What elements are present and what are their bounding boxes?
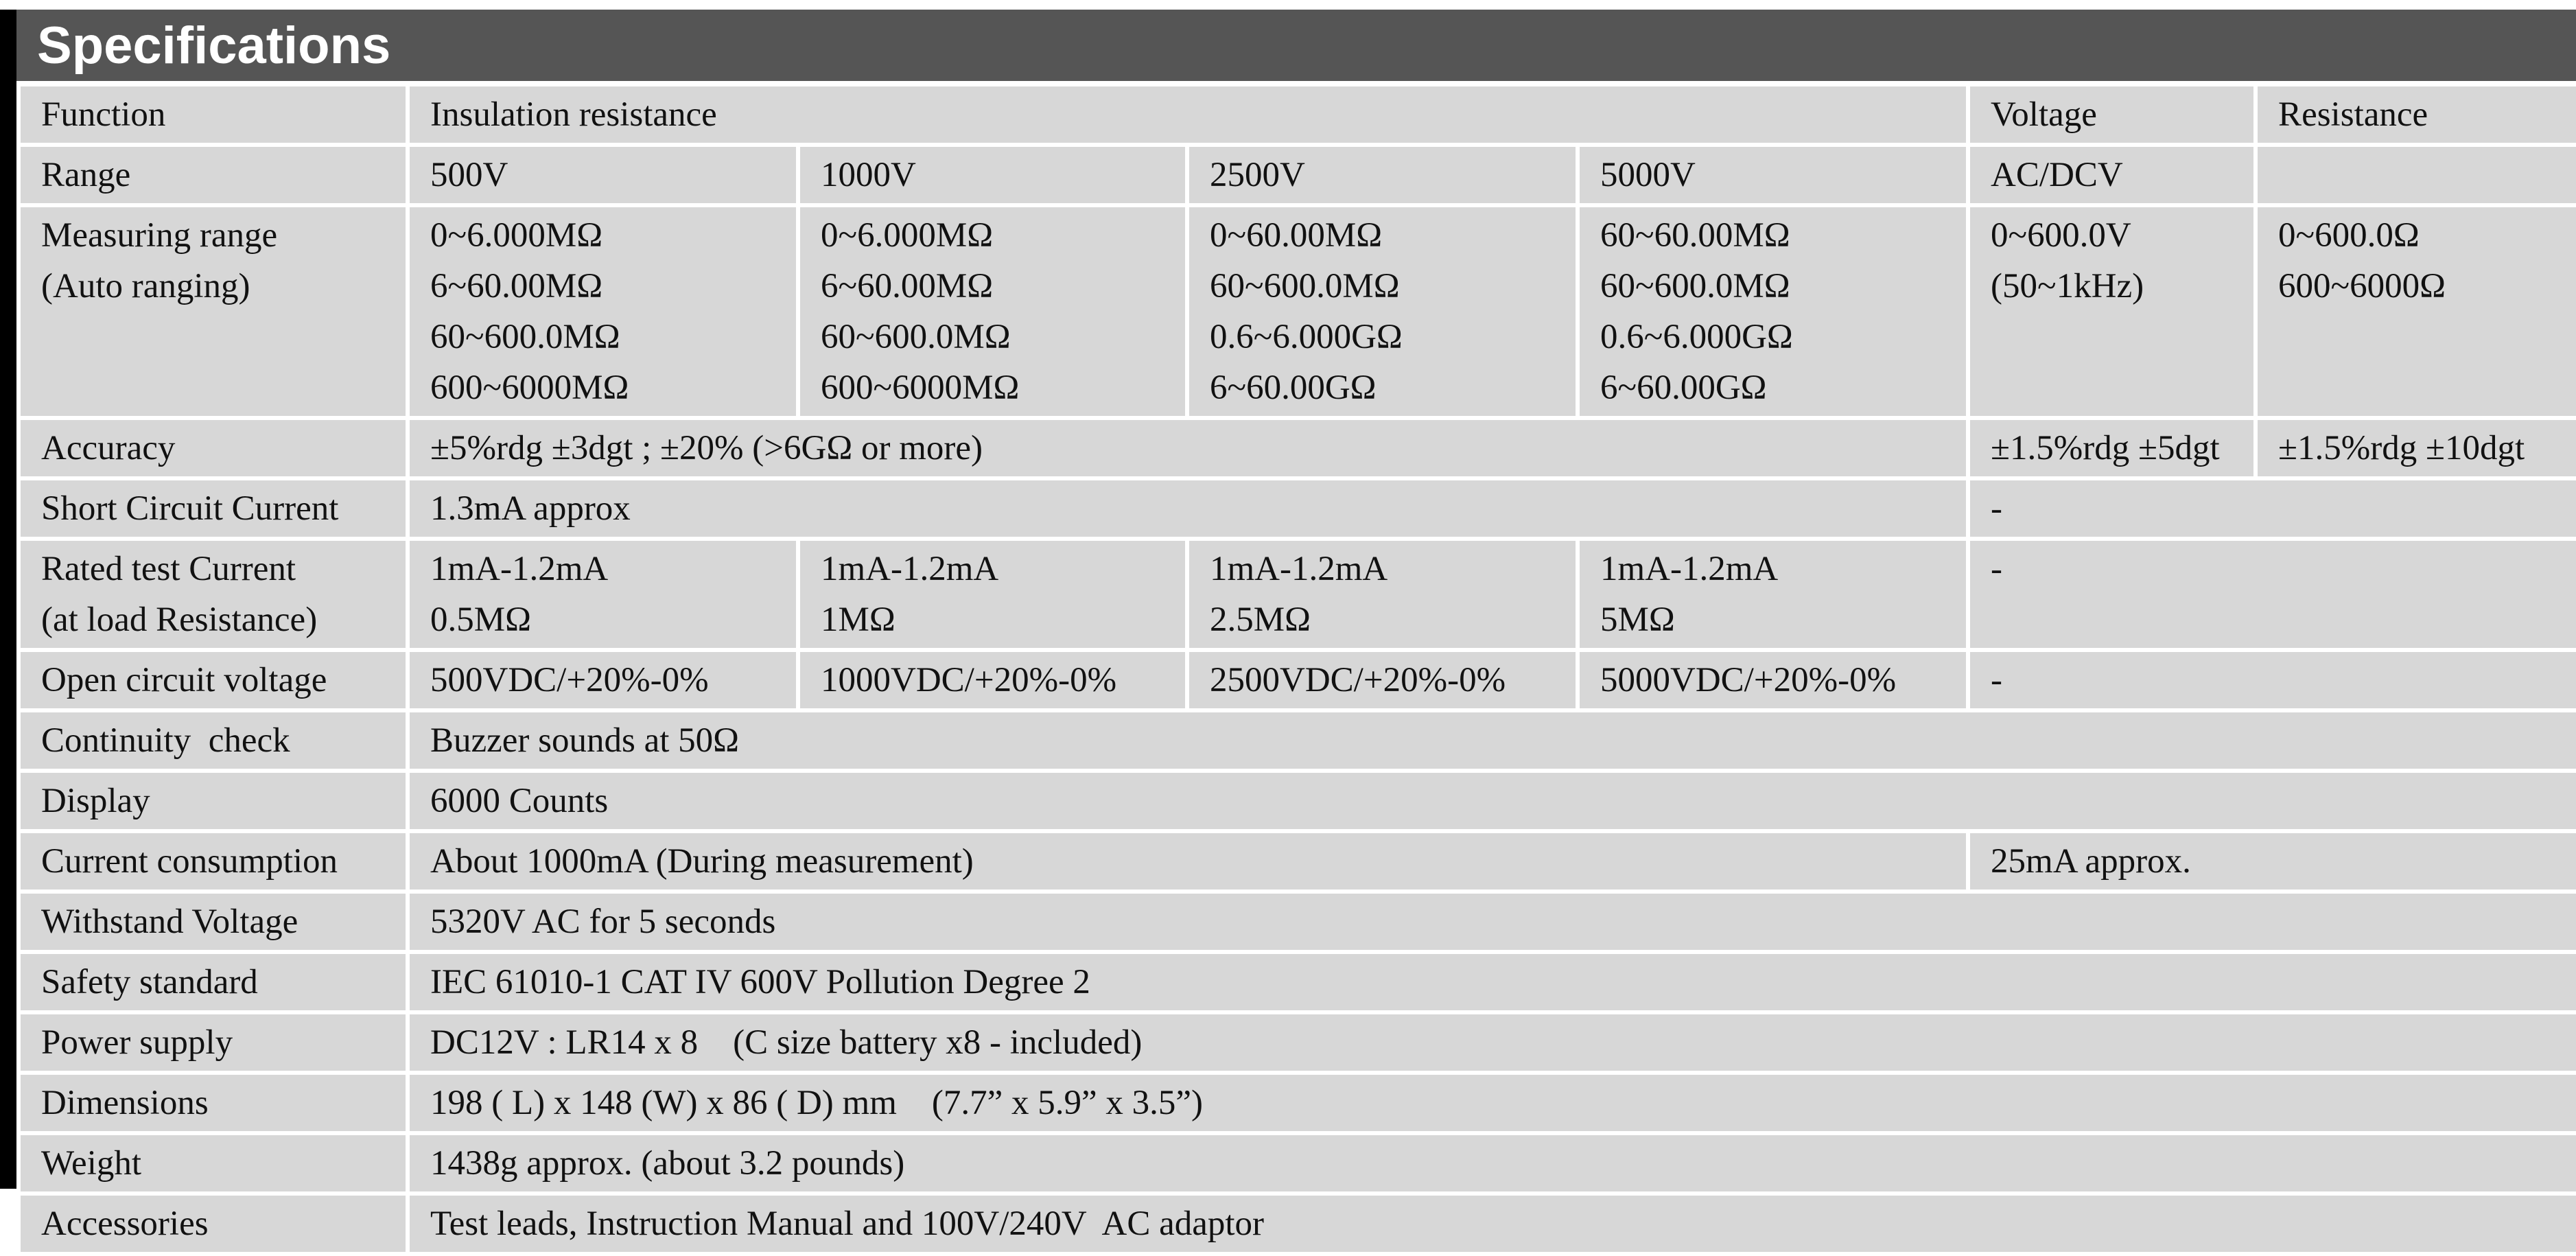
cell-range-500v: 500V: [408, 145, 798, 205]
page-title: Specifications: [16, 10, 2576, 81]
cell-short-circuit-other: -: [1968, 478, 2576, 539]
row-label-continuity: Continuity check: [19, 710, 408, 771]
specifications-table: [16, 82, 2576, 1256]
cell-range-5000v: 5000V: [1578, 145, 1968, 205]
cell-short-circuit-insulation: 1.3mA approx: [408, 478, 1968, 539]
row-label-range: Range: [19, 145, 408, 205]
table-row-weight: [19, 1133, 2576, 1194]
value-line: 1mA-1.2mA: [821, 550, 999, 588]
label-line: Rated test Current: [41, 550, 296, 588]
left-accent-bar: [0, 10, 16, 1189]
row-label-safety: Safety standard: [19, 952, 408, 1012]
table-row-function: [19, 84, 2576, 145]
value-line: 1mA-1.2mA: [1210, 550, 1388, 588]
row-label-withstand: Withstand Voltage: [19, 892, 408, 952]
value-line: 0~60.00MΩ: [1210, 216, 1383, 255]
table-row-power: [19, 1012, 2576, 1073]
cell-rated-500v: [408, 539, 798, 650]
table-row-measuring-range: [19, 205, 2576, 418]
cell-dimensions-value: 198 ( L) x 148 (W) x 86 ( D) mm (7.7” x 5.9” x 3.5”): [408, 1073, 2576, 1133]
cell-open-5000v: 5000VDC/+20%-0%: [1578, 650, 1968, 710]
value-line: 0~600.0V: [1991, 216, 2131, 255]
cell-function-voltage: Voltage: [1968, 84, 2256, 145]
value-line: 6~60.00GΩ: [1600, 369, 1767, 407]
cell-weight-value: 1438g approx. (about 3.2 pounds): [408, 1133, 2576, 1194]
cell-measuring-5000v: [1578, 205, 1968, 418]
table-row-safety: [19, 952, 2576, 1012]
table-row-continuity: [19, 710, 2576, 771]
value-line: 0.6~6.000GΩ: [1210, 318, 1403, 356]
cell-open-500v: 500VDC/+20%-0%: [408, 650, 798, 710]
value-line: 6~60.00MΩ: [821, 267, 994, 305]
cell-range-2500v: 2500V: [1187, 145, 1578, 205]
cell-withstand-value: 5320V AC for 5 seconds: [408, 892, 2576, 952]
label-line: Measuring range: [41, 216, 278, 255]
label-line: (Auto ranging): [41, 267, 250, 305]
cell-display-value: 6000 Counts: [408, 771, 2576, 831]
value-line: 60~600.0MΩ: [430, 318, 620, 356]
row-label-power: Power supply: [19, 1012, 408, 1073]
cell-function-insulation: Insulation resistance: [408, 84, 1968, 145]
cell-range-acdcv: AC/DCV: [1968, 145, 2256, 205]
value-line: 0~6.000MΩ: [430, 216, 603, 255]
value-line: 1MΩ: [821, 601, 895, 639]
cell-accuracy-voltage: ±1.5%rdg ±5dgt: [1968, 418, 2256, 478]
cell-safety-value: IEC 61010-1 CAT IV 600V Pollution Degree 2: [408, 952, 2576, 1012]
cell-accuracy-insulation: ±5%rdg ±3dgt ; ±20% (>6GΩ or more): [408, 418, 1968, 478]
cell-power-value: DC12V : LR14 x 8 (C size battery x8 - included): [408, 1012, 2576, 1073]
table-row-short-circuit: [19, 478, 2576, 539]
value-line: 600~6000MΩ: [430, 369, 629, 407]
row-label-rated-test-current: [19, 539, 408, 650]
row-label-short-circuit: Short Circuit Current: [19, 478, 408, 539]
value-line: 600~6000Ω: [2278, 267, 2446, 305]
cell-open-other: -: [1968, 650, 2576, 710]
row-label-dimensions: Dimensions: [19, 1073, 408, 1133]
value-line: 600~6000MΩ: [821, 369, 1020, 407]
cell-range-1000v: 1000V: [798, 145, 1187, 205]
cell-current-consumption-insulation: About 1000mA (During measurement): [408, 831, 1968, 892]
value-line: 2.5MΩ: [1210, 601, 1311, 639]
value-line: 60~600.0MΩ: [1210, 267, 1400, 305]
cell-measuring-voltage: [1968, 205, 2256, 418]
table-row-dimensions: [19, 1073, 2576, 1133]
cell-accuracy-resistance: ±1.5%rdg ±10dgt: [2256, 418, 2576, 478]
cell-measuring-2500v: [1187, 205, 1578, 418]
table-row-range: [19, 145, 2576, 205]
value-line: (50~1kHz): [1991, 267, 2144, 305]
row-label-accuracy: Accuracy: [19, 418, 408, 478]
row-label-accessories: Accessories: [19, 1194, 408, 1254]
value-line: 60~600.0MΩ: [1600, 267, 1790, 305]
cell-range-resistance: [2256, 145, 2576, 205]
cell-continuity-value: Buzzer sounds at 50Ω: [408, 710, 2576, 771]
table-row-accuracy: [19, 418, 2576, 478]
row-label-current-consumption: Current consumption: [19, 831, 408, 892]
value-line: 1mA-1.2mA: [430, 550, 609, 588]
cell-open-1000v: 1000VDC/+20%-0%: [798, 650, 1187, 710]
row-label-weight: Weight: [19, 1133, 408, 1194]
cell-measuring-resistance: [2256, 205, 2576, 418]
row-label-measuring-range: [19, 205, 408, 418]
table-row-rated-test-current: [19, 539, 2576, 650]
table-row-display: [19, 771, 2576, 831]
cell-measuring-500v: [408, 205, 798, 418]
cell-rated-5000v: [1578, 539, 1968, 650]
cell-accessories-value: Test leads, Instruction Manual and 100V/240V AC adaptor: [408, 1194, 2576, 1254]
cell-measuring-1000v: [798, 205, 1187, 418]
cell-rated-1000v: [798, 539, 1187, 650]
table-row-accessories: [19, 1194, 2576, 1254]
value-line: 0~6.000MΩ: [821, 216, 994, 255]
table-row-withstand: [19, 892, 2576, 952]
label-line: (at load Resistance): [41, 601, 318, 639]
cell-function-resistance: Resistance: [2256, 84, 2576, 145]
row-label-function: Function: [19, 84, 408, 145]
value-line: 1mA-1.2mA: [1600, 550, 1779, 588]
value-line: 6~60.00MΩ: [430, 267, 603, 305]
row-label-open-circuit: Open circuit voltage: [19, 650, 408, 710]
cell-open-2500v: 2500VDC/+20%-0%: [1187, 650, 1578, 710]
cell-current-consumption-other: 25mA approx.: [1968, 831, 2576, 892]
value-line: 0.6~6.000GΩ: [1600, 318, 1793, 356]
value-line: 0.5MΩ: [430, 601, 531, 639]
cell-rated-other: -: [1968, 539, 2576, 650]
value-line: 6~60.00GΩ: [1210, 369, 1377, 407]
table-row-current-consumption: [19, 831, 2576, 892]
value-line: 60~600.0MΩ: [821, 318, 1011, 356]
row-label-display: Display: [19, 771, 408, 831]
table-row-open-circuit: [19, 650, 2576, 710]
value-line: 5MΩ: [1600, 601, 1675, 639]
value-line: 0~600.0Ω: [2278, 216, 2420, 255]
value-line: 60~60.00MΩ: [1600, 216, 1790, 255]
cell-rated-2500v: [1187, 539, 1578, 650]
